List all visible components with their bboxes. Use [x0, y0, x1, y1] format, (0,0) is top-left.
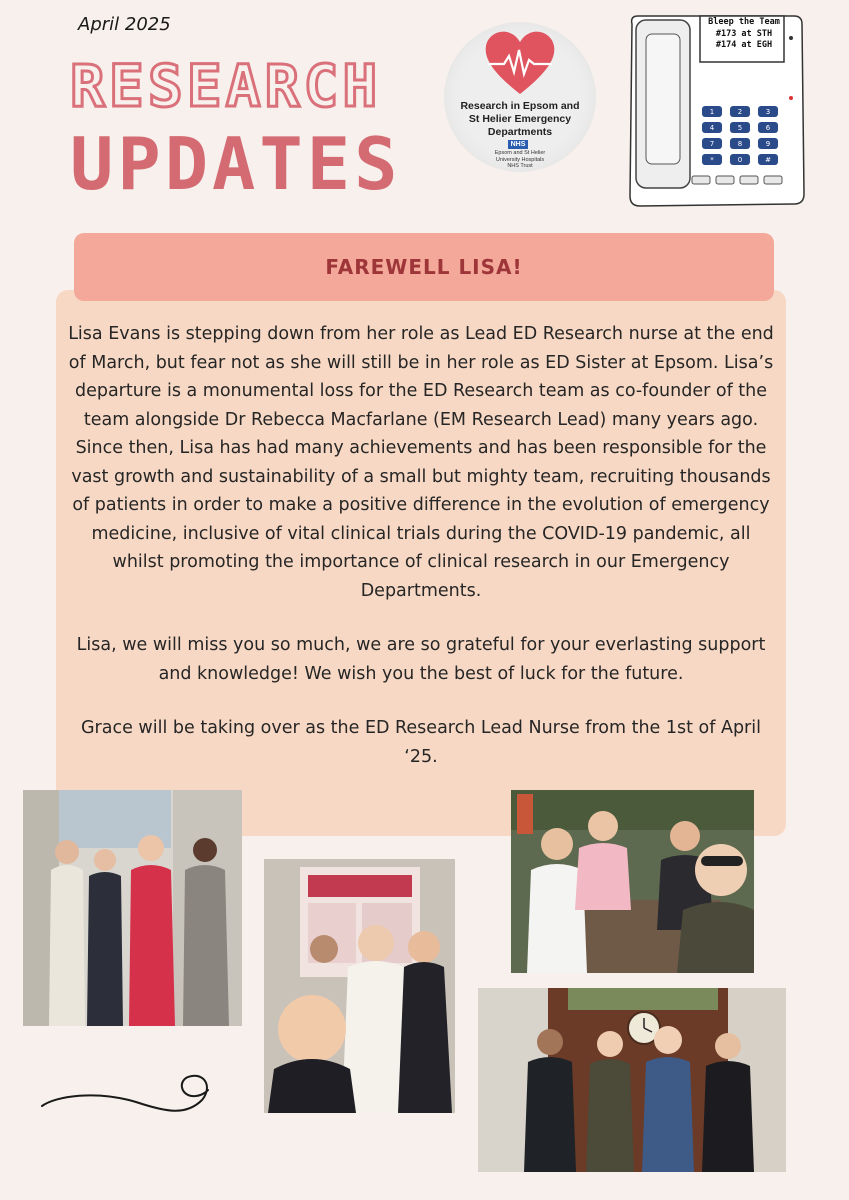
- phone-display: [702, 17, 786, 52]
- key-label: 5: [737, 124, 743, 132]
- key-label: 2: [737, 108, 743, 116]
- issue-date: April 2025: [78, 14, 171, 35]
- key-label: 4: [709, 124, 715, 132]
- team-social-photo: [511, 790, 754, 973]
- phone-display-line: Bleep the Team: [708, 17, 780, 27]
- paragraph: Lisa, we will miss you so much, we are so grateful for your everlasting support and knowledge! We wish you the best of luck for the future.: [76, 635, 766, 684]
- article-body: [66, 320, 776, 797]
- paragraph: Lisa Evans is stepping down from her role as Lead ED Research nurse at the end of March, but fear not as she will still be in her role as ED Sister at Epsom. Lisa’s departure is a monumental loss for the ED Research team as co-founder of the team alongside Dr Rebecca Macfarlane (EM Research Lead) many years ago. Since then, Lisa has had many achievements and has been responsible for the vast growth and sustainability of a small but mighty team, recruiting thousands of patients in order to make a positive difference in the evolution of emergency medicine, inclusive of vital clinical trials during the COVID-19 pandemic, all whilst promoting the importance of clinical research in our Emergency Departments.: [68, 324, 774, 601]
- key-label: 8: [737, 140, 743, 148]
- team-clock-photo: [478, 988, 786, 1172]
- nhs-sub-line: NHS Trust: [507, 163, 533, 169]
- poster-selfie-photo: [264, 859, 455, 1113]
- farewell-banner: FAREWELL LISA!: [74, 233, 774, 301]
- nhs-badge: NHS: [508, 140, 528, 149]
- phone-display-line: #174 at EGH: [715, 40, 773, 50]
- key-label: 7: [709, 140, 715, 148]
- key-label: *: [710, 156, 714, 164]
- key-label: 3: [765, 108, 771, 116]
- nhs-trust-name: [464, 150, 576, 170]
- phone-display-line: #173 at STH: [715, 28, 773, 39]
- title-research: RESEARCH: [70, 52, 382, 120]
- team-photo-office: [23, 790, 242, 1026]
- key-label: #: [765, 156, 771, 164]
- paragraph: Grace will be taking over as the ED Research Lead Nurse from the 1st of April ‘25.: [81, 718, 761, 767]
- nhs-sub-line: Epsom and St Helier: [494, 150, 546, 156]
- logo-text-line: Research in Epsom and: [460, 100, 580, 112]
- key-label: 0: [737, 156, 743, 164]
- logo-text-line: St Helier Emergency: [468, 113, 572, 125]
- key-label: 6: [765, 124, 771, 132]
- decorative-swirl: [36, 1060, 216, 1140]
- logo-text-line: Departments: [487, 126, 553, 138]
- key-label: 9: [765, 140, 771, 148]
- title-updates: UPDATES: [70, 122, 402, 206]
- logo-text: [450, 100, 590, 139]
- key-label: 1: [709, 108, 715, 116]
- nhs-sub-line: University Hospitals: [495, 156, 545, 163]
- research-logo: [444, 22, 596, 172]
- heart-icon: [482, 28, 558, 98]
